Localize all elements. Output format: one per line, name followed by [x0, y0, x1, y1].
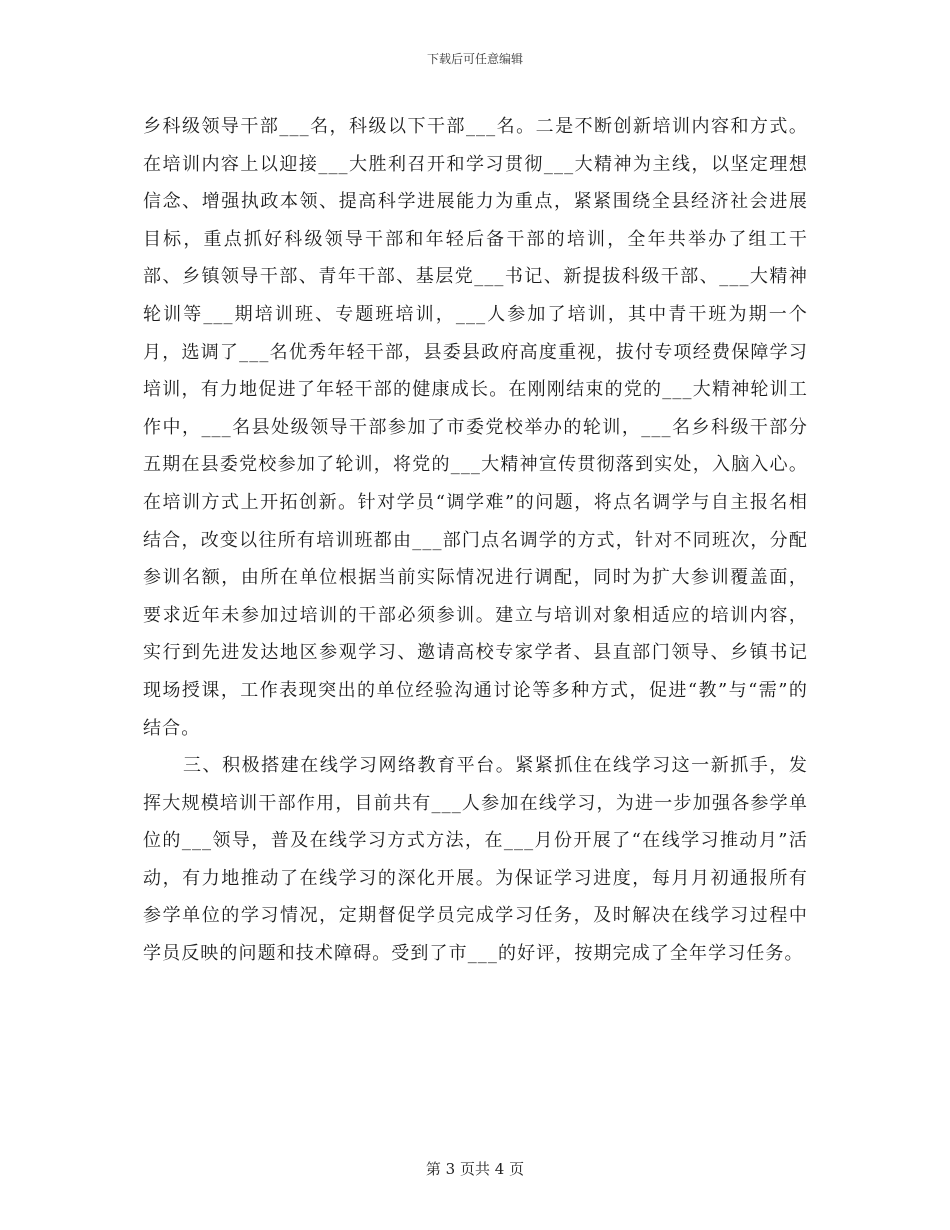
paragraph-2: 三、积极搭建在线学习网络教育平台。紧紧抓住在线学习这一新抓手，发挥大规模培训干部作用，目前共有___人参加在线学习，为进一步加强各参学单位的___领导，普及在线学习方式方法，在___月份开展了“在线学习推动月”活动，有力地推动了在线学习的深化开展。为保证学习进度，每月月初通报所有参学单位的学习情况，定期督促学员完成学习任务，及时解决在线学习过程中学员反映的问题和技术障碍。受到了市___的好评，按期完成了全年学习任务。 [143, 755, 808, 965]
paragraph-1: 乡科级领导干部___名，科级以下干部___名。二是不断创新培训内容和方式。在培训内容上以迎接___大胜利召开和学习贯彻___大精神为主线，以坚定理想信念、增强执政本领、提高科学进展能力为重点，紧紧围绕全县经济社会进展目标，重点抓好科级领导干部和年轻后备干部的培训，全年共举办了组工干部、乡镇领导干部、青年干部、基层党___书记、新提拔科级干部、___大精神轮训等___期培训班、专题班培训，___人参加了培训，其中青干班为期一个月，选调了___名优秀年轻干部，县委县政府高度重视，拔付专项经费保障学习培训，有力地促进了年轻干部的健康成长。在刚刚结束的党的___大精神轮训工作中，___名县处级领导干部参加了市委党校举办的轮训，___名乡科级干部分五期在县委党校参加了轮训，将党的___大精神宣传贯彻落到实处，入脑入心。在培训方式上开拓创新。针对学员“调学难”的问题，将点名调学与自主报名相结合，改变以往所有培训班都由___部门点名调学的方式，针对不同班次，分配参训名额，由所在单位根据当前实际情况进行调配，同时为扩大参训覆盖面，要求近年未参加过培训的干部必须参训。建立与培训对象相适应的培训内容，实行到先进发达地区参观学习、邀请高校专家学者、县直部门领导、乡镇书记现场授课，工作表现突出的单位经验沟通讨论等多种方式，促进“教”与“需”的结合。 [143, 116, 808, 739]
page-footer: 第 3 页共 4 页 [425, 1160, 525, 1178]
document-body [143, 108, 808, 973]
page-header: 下载后可任意编辑 [426, 52, 523, 66]
